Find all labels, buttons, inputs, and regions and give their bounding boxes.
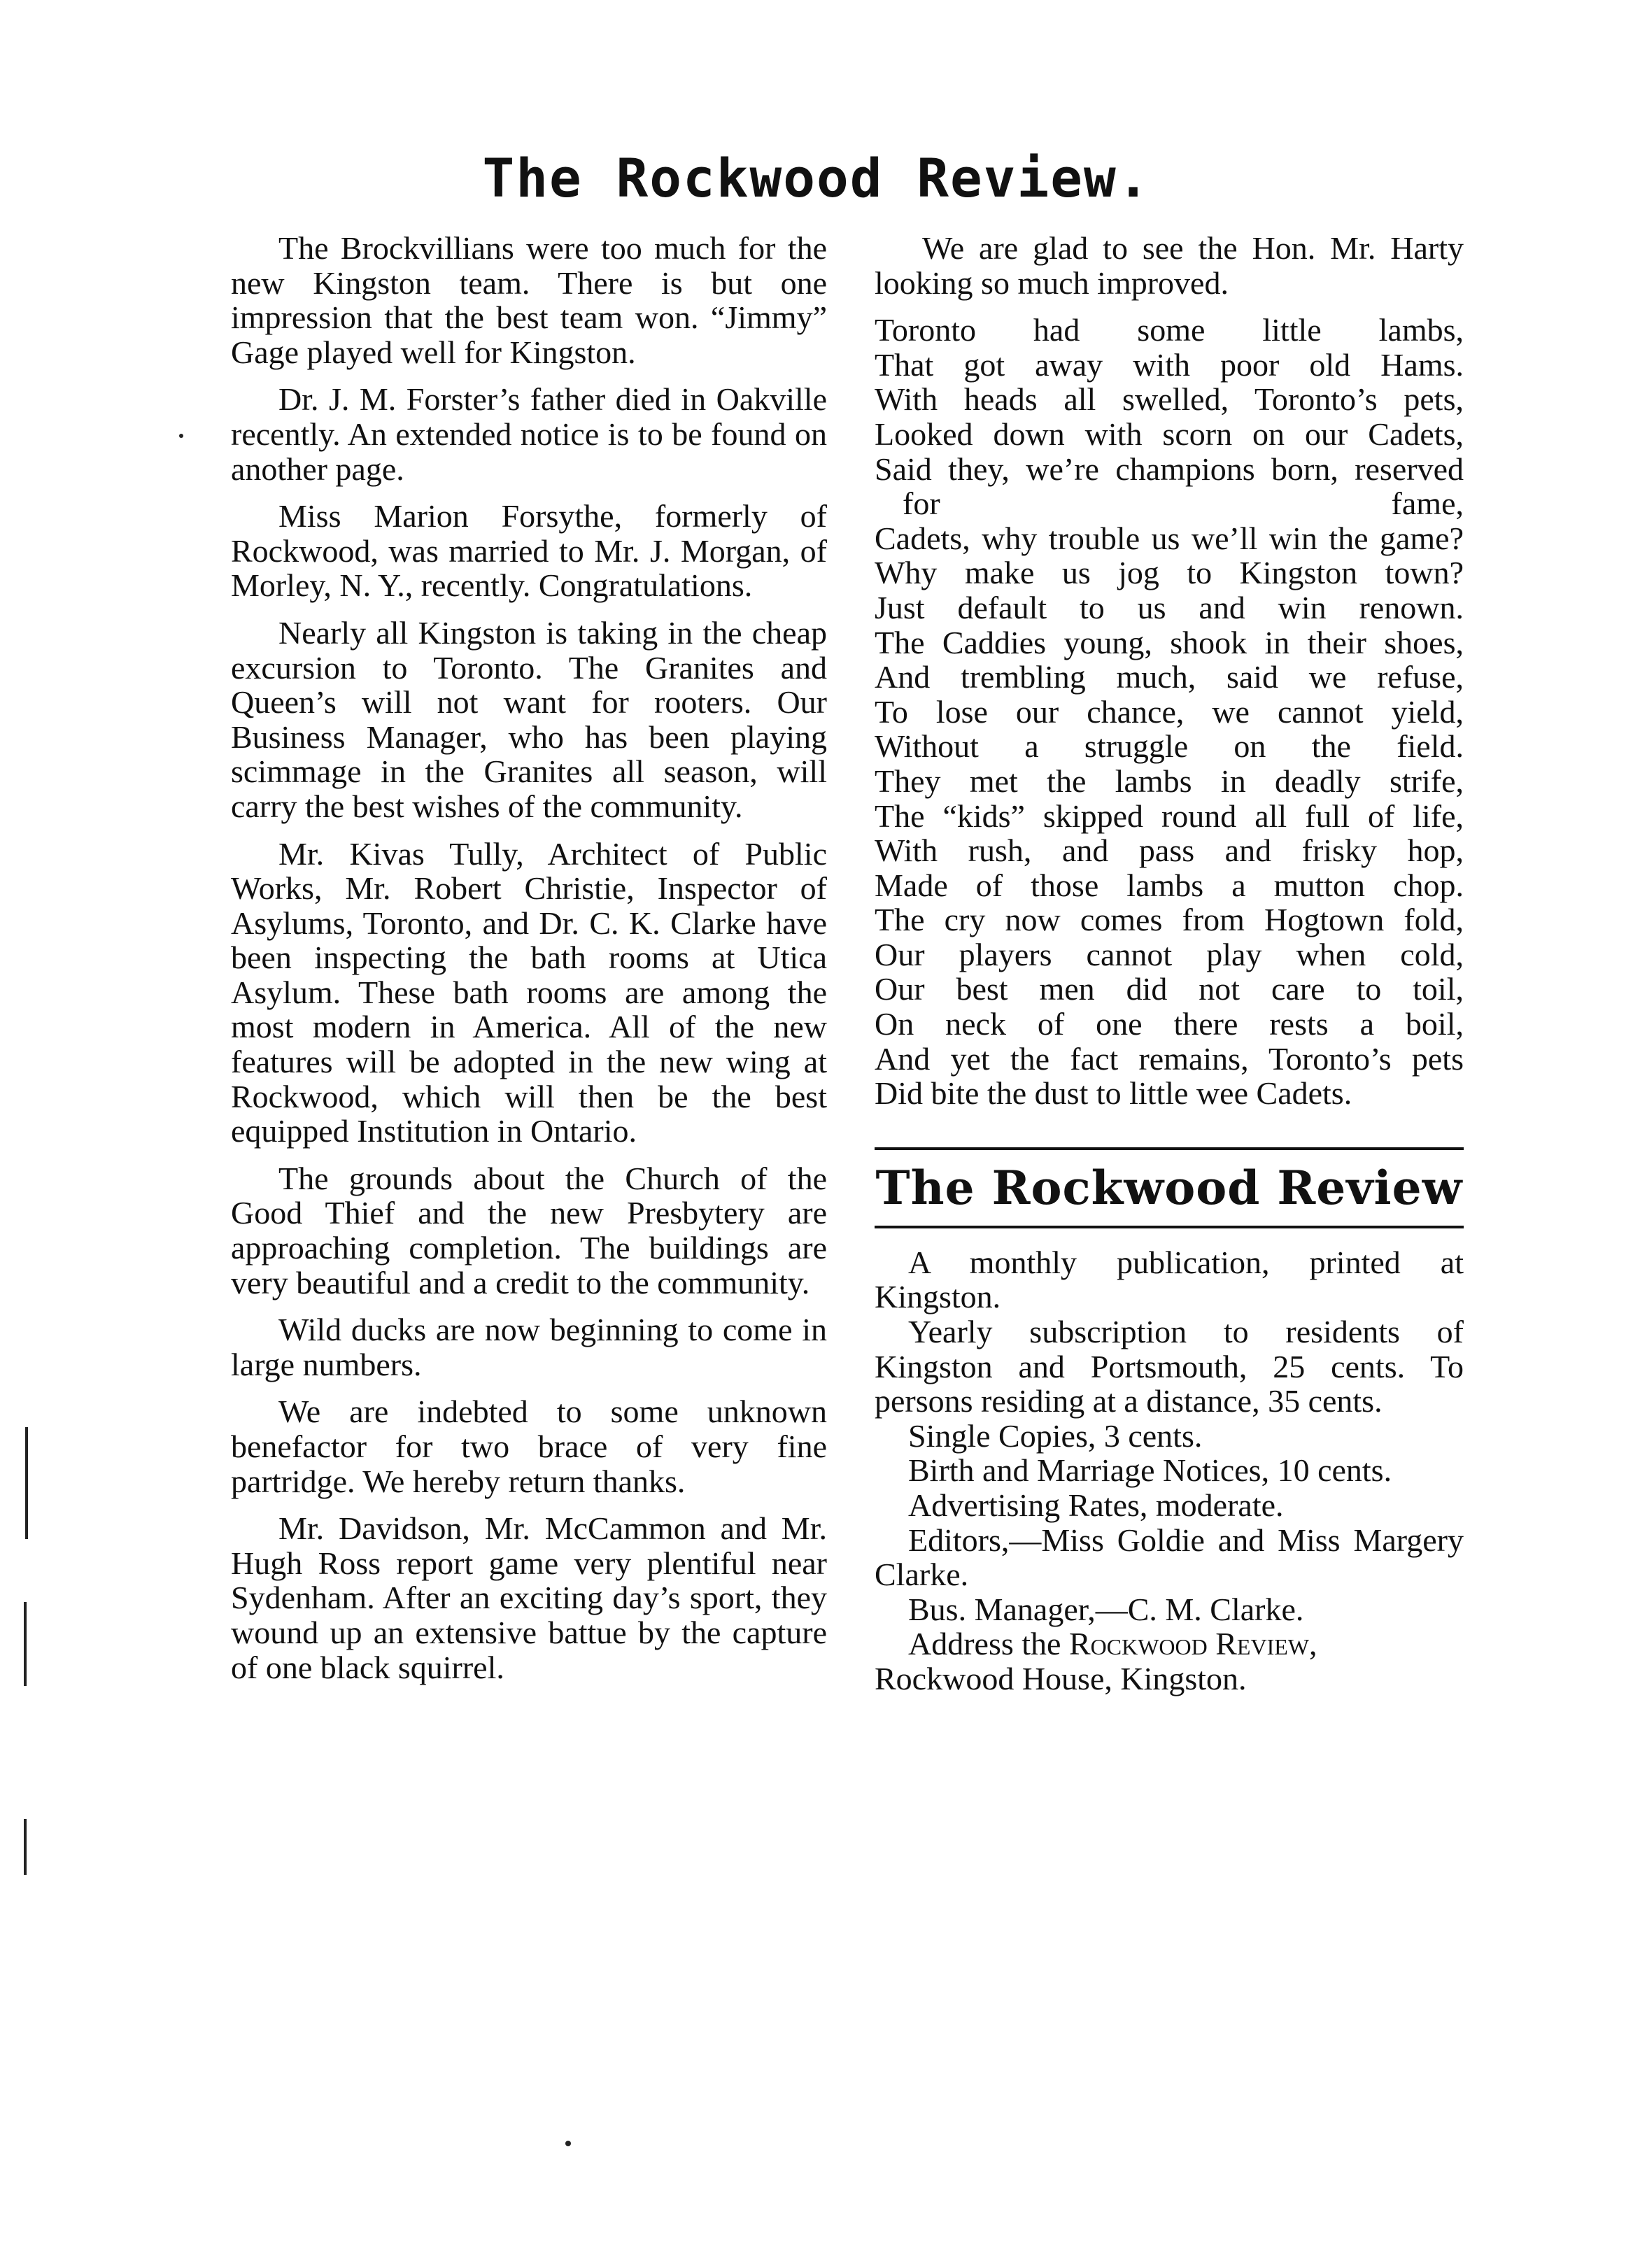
address-line-2: Rockwood House, Kingston. [875,1660,1247,1696]
notice-birth-marriage: Birth and Marriage Notices, 10 cents. [908,1452,1392,1489]
poem-line: Cadets, why trouble us we’ll win the game? [875,520,1464,556]
poem-line: Why make us jog to Kingston town? [875,555,1464,591]
news-item-harty: We are glad to see the Hon. Mr. Harty looking so much improved. [875,230,1464,301]
left-column [231,231,827,1697]
notice-editors: Editors,—Miss Goldie and Miss Margery Clarke. [875,1522,1464,1593]
scan-speck [25,1427,28,1539]
poem-line: Toronto had some little lambs, [875,312,1464,348]
poem-line: Without a struggle on the field. [875,728,1464,765]
address-prefix: Address the [908,1626,1061,1662]
masthead-rule-top [875,1147,1464,1150]
poem-line: On neck of one there rests a boil, [875,1006,1464,1042]
poem-line: Just default to us and win renown. [875,589,1464,625]
poem-line: Our best men did not care to toil, [875,971,1464,1007]
page-title: The Rockwood Review. [482,147,1151,209]
poem-line: Did bite the dust to little wee Cadets. [875,1075,1352,1112]
publication-notices [875,1245,1464,1696]
masthead-title: The Rockwood Review [875,1160,1463,1215]
news-item-utica-inspection: Mr. Kivas Tully, Architect of Public Works, Mr. Robert Christie, Inspector of Asylums, Toronto, and Dr. C. K. Clarke have been inspecting the bath rooms at Utica Asylum. These bath rooms are among the most modern in America. All of the new features will be adopted in the new wing at Rockwood, which will then be the best equipped Institution in Ontario. [231,835,827,1149]
poem-line: With rush, and pass and frisky hop, [875,832,1464,869]
notice-address [875,1626,1464,1696]
poem-line: The cry now comes from Hogtown fold, [875,902,1464,938]
poem-line: The Caddies young, shook in their shoes, [875,624,1464,660]
poem-line: Made of those lambs a mutton chop. [875,867,1464,903]
news-item-football: The Brockvillians were too much for the new Kingston team. There is but one impression that the best team won. “Jimmy” Gage played well for Kingston. [231,230,827,370]
poem-line: They met the lambs in deadly strife, [875,763,1464,799]
news-item-forsythe-marriage: Miss Marion Forsythe, formerly of Rockwood, was married to Mr. J. Morgan, of Morley, N. Y., recently. Congratulations. [231,498,827,604]
news-item-church-grounds: The grounds about the Church of the Good Thief and the new Presbytery are approaching completion. The buildings are very beautiful and a credit to the community. [231,1160,827,1300]
poem-line: Our players cannot play when cold, [875,936,1464,972]
scan-speck [24,1819,27,1875]
notice-bus-manager: Bus. Manager,—C. M. Clarke. [908,1591,1304,1627]
poem [875,313,1464,1111]
scan-speck [565,2141,571,2146]
poem-line: The “kids” skipped round all full of life, [875,798,1464,834]
poem-line: To lose our chance, we cannot yield, [875,693,1464,730]
notice-advertising: Advertising Rates, moderate. [908,1487,1284,1523]
masthead-rule-bottom [875,1226,1464,1228]
right-column [875,231,1464,1696]
notice-single-copies: Single Copies, 3 cents. [908,1417,1203,1454]
news-item-excursion: Nearly all Kingston is taking in the cheap excursion to Toronto. The Granites and Queen’s will not want for rooters. Our Business Manager, who has been playing scimmage in the Granites all season, will carry the best wishes of the community. [231,614,827,824]
news-item-partridge: We are indebted to some unknown benefactor for two brace of very fine partridge. We hereby return thanks. [231,1394,827,1499]
poem-line: Said they, we’re champions born, reserved for fame, [875,451,1464,522]
poem-line: With heads all swelled, Toronto’s pets, [875,381,1464,418]
news-item-hunting: Mr. Davidson, Mr. McCammon and Mr. Hugh Ross report game very plentiful near Sydenham. After an exciting day’s sport, they wound up an extensive battue by the capture of one black squirrel. [231,1510,827,1685]
poem-line: That got away with poor old Hams. [875,346,1464,383]
address-publication-name: Rockwood Review, [1068,1626,1317,1662]
poem-line: Looked down with scorn on our Cadets, [875,416,1464,452]
poem-line: And yet the fact remains, Toronto’s pets [875,1040,1464,1077]
scan-speck [179,434,183,438]
news-item-wild-ducks: Wild ducks are now beginning to come in large numbers. [231,1312,827,1382]
poem-line: And trembling much, said we refuse, [875,659,1464,695]
notice-subscription: Yearly subscription to residents of Kingston and Portsmouth, 25 cents. To persons residing at a distance, 35 cents. [875,1314,1464,1419]
scan-speck [24,1602,27,1686]
news-item-forster: Dr. J. M. Forster’s father died in Oakville recently. An extended notice is to be found on another page. [231,381,827,487]
notice-publication: A monthly publication, printed at Kingston. [875,1244,1464,1315]
